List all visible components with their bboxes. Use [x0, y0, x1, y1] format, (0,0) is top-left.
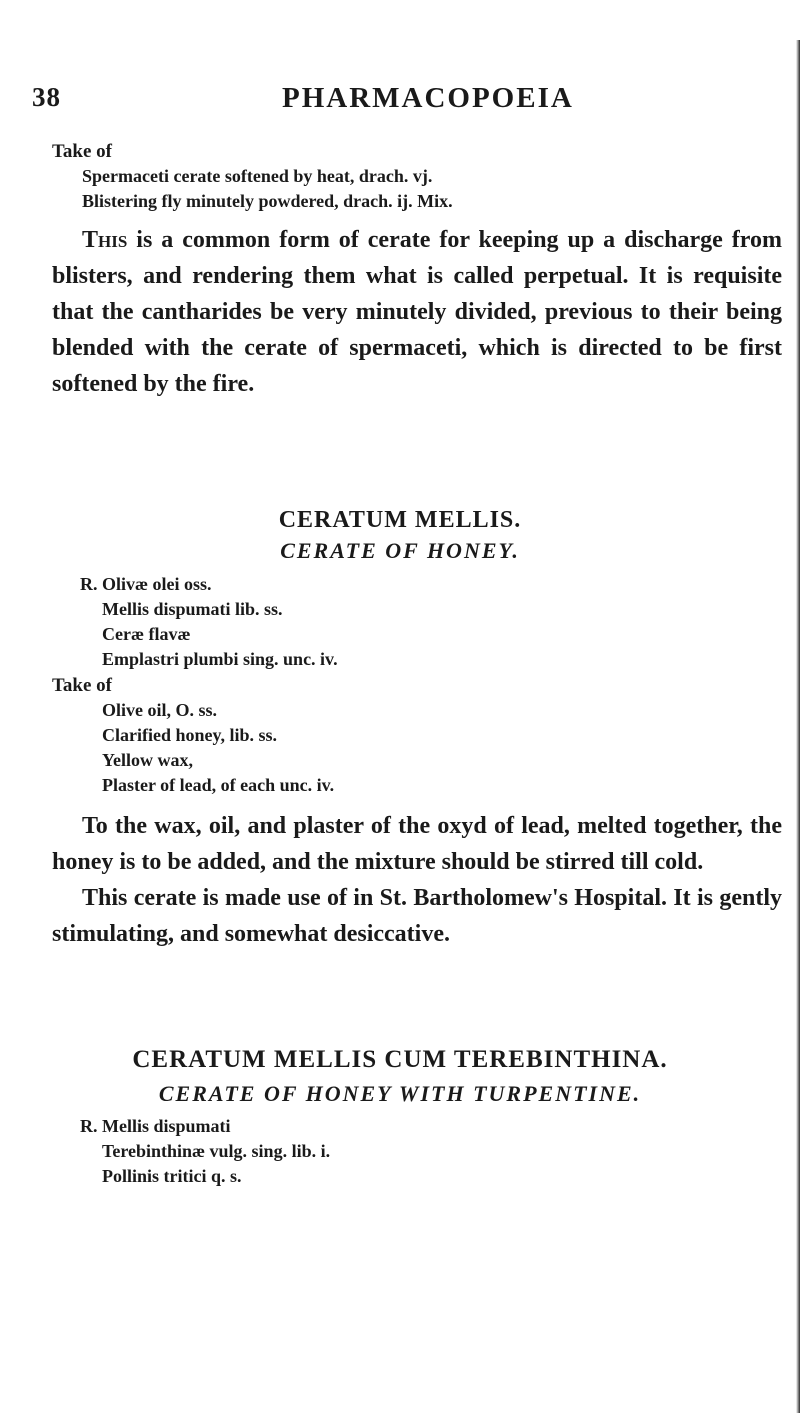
latin-line: Ceræ flavæ — [102, 624, 191, 644]
paragraph-text: To the wax, oil, and plaster of the oxyd of lead, melted together, the honey is to be added, and the mixture should be stirred till cold. — [52, 813, 782, 875]
latin-line: R. Olivæ olei oss. — [80, 574, 212, 594]
paragraph-rest: is a common form of cerate for keeping up a discharge from blisters, and rendering them what is called perpetual. It is requisite that the cantharides be very minutely divided, previous to their being blended with the cerate of spermaceti, which is directed to be first softened by the fire. — [52, 227, 782, 397]
lead-word: This — [82, 227, 128, 253]
latin-line: Terebinthinæ vulg. sing. lib. i. — [102, 1141, 331, 1161]
paragraph-text — [52, 222, 782, 402]
page-edge-shadow — [796, 40, 800, 1413]
section-subtitle: CERATE OF HONEY WITH TURPENTINE. — [158, 1081, 642, 1106]
ingredient-line: Blistering fly minutely powdered, drach. ij. Mix. — [82, 191, 453, 211]
ingredient-line: Yellow wax, — [102, 750, 193, 770]
ingredient-line: Olive oil, O. ss. — [102, 700, 218, 720]
ingredient-line: Spermaceti cerate softened by heat, drach. vj. — [82, 166, 433, 186]
latin-line: Emplastri plumbi sing. unc. iv. — [102, 649, 338, 669]
running-title: PHARMACOPOEIA — [282, 82, 574, 114]
latin-line: R. Mellis dispumati — [80, 1116, 231, 1136]
section-title: CERATUM MELLIS. — [278, 507, 522, 533]
latin-line: Mellis dispumati lib. ss. — [102, 599, 283, 619]
take-of-label: Take of — [52, 675, 113, 696]
take-of-label: Take of — [52, 141, 113, 162]
latin-line: Pollinis tritici q. s. — [102, 1166, 242, 1186]
page-header — [0, 82, 800, 122]
paragraph-preparation — [52, 808, 782, 952]
section-subtitle: CERATE OF HONEY. — [280, 538, 520, 563]
ingredient-line: Plaster of lead, of each unc. iv. — [102, 775, 335, 795]
ingredient-line: Clarified honey, lib. ss. — [102, 725, 278, 745]
recipe-block-1 — [52, 140, 782, 214]
latin-recipe — [52, 572, 782, 798]
page-number: 38 — [32, 82, 61, 112]
paragraph-cantharides — [52, 222, 782, 402]
latin-recipe — [52, 1114, 782, 1189]
paragraph-text: This cerate is made use of in St. Bartholomew's Hospital. It is gently stimulating, and somewhat desiccative. — [52, 885, 782, 947]
section-title: CERATUM MELLIS CUM TEREBINTHINA. — [132, 1046, 668, 1073]
